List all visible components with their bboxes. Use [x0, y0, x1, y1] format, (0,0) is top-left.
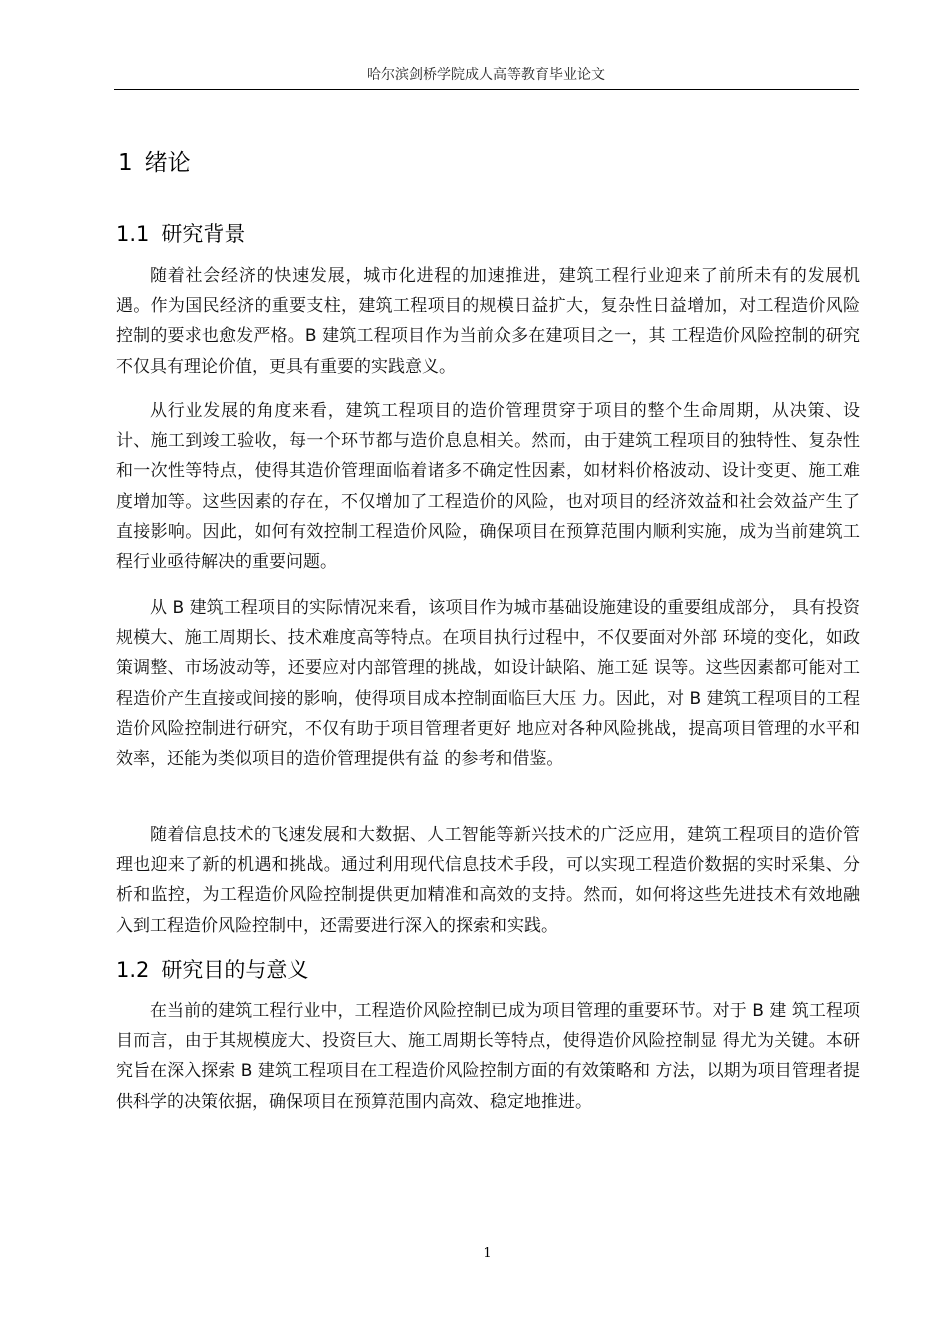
paragraph: 随着社会经济的快速发展，城市化进程的加速推进，建筑工程行业迎来了前所未有的发展机遇。作为国民经济的重要支柱，建筑工程项目的规模日益扩大，复杂性日益增加，对工程造价风险控制的要求也愈发严格。B 建筑工程项目作为当前众多在建项目之一，其 工程造价风险控制的研究不仅具有理论价值，更具有重要的实践意义。 [116, 266, 860, 377]
chapter-number: 1 [118, 150, 133, 176]
page-number: 1 [483, 1246, 492, 1261]
section-number: 1.2 [116, 958, 150, 982]
header-rule [114, 89, 859, 90]
running-header: 哈尔滨剑桥学院成人高等教育毕业论文 [367, 67, 605, 83]
section-heading-1-1 [116, 220, 245, 248]
paragraph: 在当前的建筑工程行业中，工程造价风险控制已成为项目管理的重要环节。对于 B 建 筑工程项目而言，由于其规模庞大、投资巨大、施工周期长等特点，使得造价风险控制显 得尤为关键。本研究旨在深入探索 B 建筑工程项目在工程造价风险控制方面的有效策略和 方法，以期为项目管理者提供科学的决策依据，确保项目在预算范围内高效、稳定地推进。 [116, 1001, 860, 1112]
paragraph: 从 B 建筑工程项目的实际情况来看，该项目作为城市基础设施建设的重要组成部分， 具有投资规模大、施工周期长、技术难度高等特点。在项目执行过程中，不仅要面对外部 环境的变化，如政策调整、市场波动等，还要应对内部管理的挑战，如设计缺陷、施工延 误等。这些因素都可能对工程造价产生直接或间接的影响，使得项目成本控制面临巨大压 力。因此，对 B 建筑工程项目的工程造价风险控制进行研究，不仅有助于项目管理者更好 地应对各种风险挑战，提高项目管理的水平和效率，还能为类似项目的造价管理提供有益 的参考和借鉴。 [116, 598, 860, 770]
chapter-heading [118, 148, 191, 178]
chapter-title: 绪论 [144, 150, 191, 176]
paragraph: 从行业发展的角度来看，建筑工程项目的造价管理贯穿于项目的整个生命周期，从决策、设计、施工到竣工验收，每一个环节都与造价息息相关。然而，由于建筑工程项目的独特性、复杂性和一次性等特点，使得其造价管理面临着诸多不确定性因素，如材料价格波动、设计变更、施工难度增加等。这些因素的存在，不仅增加了工程造价的风险，也对项目的经济效益和社会效益产生了直接影响。因此，如何有效控制工程造价风险，确保项目在预算范围内顺利实施，成为当前建筑工程行业亟待解决的重要问题。 [116, 401, 860, 573]
paragraph: 随着信息技术的飞速发展和大数据、人工智能等新兴技术的广泛应用，建筑工程项目的造价管理也迎来了新的机遇和挑战。通过利用现代信息技术手段，可以实现工程造价数据的实时采集、分析和监控，为工程造价风险控制提供更加精准和高效的支持。然而，如何将这些先进技术有效地融入到工程造价风险控制中，还需要进行深入的探索和实践。 [116, 825, 860, 936]
section-heading-1-2 [116, 956, 308, 984]
section-title: 研究背景 [161, 222, 246, 246]
section-title: 研究目的与意义 [161, 958, 309, 982]
section-number: 1.1 [116, 222, 150, 246]
